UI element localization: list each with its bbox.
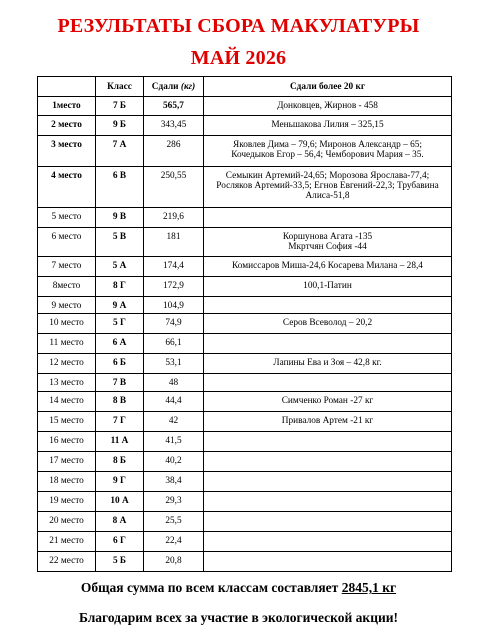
amount-cell: 42 bbox=[144, 412, 204, 432]
class-cell: 9 Б bbox=[96, 116, 144, 136]
over20-cell: Комиссаров Миша-24,6 Косарева Милана – 28,4 bbox=[204, 257, 452, 277]
header-class: Класс bbox=[96, 77, 144, 97]
amount-cell: 343,45 bbox=[144, 116, 204, 136]
amount-cell: 48 bbox=[144, 374, 204, 392]
table-row bbox=[38, 116, 452, 136]
report-month: МАЙ 2026 bbox=[190, 47, 287, 69]
table-row bbox=[38, 472, 452, 492]
amount-cell: 53,1 bbox=[144, 354, 204, 374]
table-row bbox=[38, 374, 452, 392]
over20-cell bbox=[204, 452, 452, 472]
place-cell: 7 место bbox=[38, 257, 96, 277]
place-cell: 3 место bbox=[38, 136, 96, 167]
place-cell: 2 место bbox=[38, 116, 96, 136]
class-cell: 7 В bbox=[96, 374, 144, 392]
table-row bbox=[38, 354, 452, 374]
table-row bbox=[38, 552, 452, 572]
over20-cell: Серов Всеволод – 20,2 bbox=[204, 314, 452, 334]
amount-cell: 172,9 bbox=[144, 277, 204, 297]
header-over20: Сдали более 20 кг bbox=[204, 77, 452, 97]
class-cell: 5 Г bbox=[96, 314, 144, 334]
over20-cell: Меньшакова Лилия – 325,15 bbox=[204, 116, 452, 136]
amount-cell: 250,55 bbox=[144, 167, 204, 208]
class-cell: 6 А bbox=[96, 334, 144, 354]
table-row bbox=[38, 532, 452, 552]
class-cell: 6 В bbox=[96, 167, 144, 208]
table-row bbox=[38, 512, 452, 532]
table-header-row bbox=[38, 77, 452, 97]
place-cell: 17 место bbox=[38, 452, 96, 472]
place-cell: 14 место bbox=[38, 392, 96, 412]
over20-cell bbox=[204, 532, 452, 552]
place-cell: 18 место bbox=[38, 472, 96, 492]
place-cell: 5 место bbox=[38, 208, 96, 228]
header-given-label: Сдали bbox=[151, 81, 179, 92]
header-given-unit: (кг) bbox=[180, 81, 196, 92]
table-row bbox=[38, 277, 452, 297]
place-cell: 10 место bbox=[38, 314, 96, 334]
over20-cell: Коршунова Агата -135 Мкртчян София -44 bbox=[204, 228, 452, 257]
table-row bbox=[38, 492, 452, 512]
results-table bbox=[37, 76, 452, 572]
header-place bbox=[38, 77, 96, 97]
amount-cell: 174,4 bbox=[144, 257, 204, 277]
place-cell: 9 место bbox=[38, 297, 96, 314]
place-cell: 12 место bbox=[38, 354, 96, 374]
amount-cell: 219,6 bbox=[144, 208, 204, 228]
table-row bbox=[38, 334, 452, 354]
thanks-line: Благодарим всех за участие в экологической акции! bbox=[78, 610, 399, 625]
over20-cell bbox=[204, 432, 452, 452]
amount-cell: 104,9 bbox=[144, 297, 204, 314]
over20-cell: 100,1-Патин bbox=[204, 277, 452, 297]
over20-cell bbox=[204, 374, 452, 392]
class-cell: 8 Г bbox=[96, 277, 144, 297]
over20-cell: Семыкин Артемий-24,65; Морозова Ярослава-77,4; Росляков Артемий-33,5; Егнов Евгений-22,3; Трубавина Алиса-51,8 bbox=[204, 167, 452, 208]
over20-cell: Донковцев, Жирнов - 458 bbox=[204, 97, 452, 116]
over20-cell bbox=[204, 492, 452, 512]
amount-cell: 25,5 bbox=[144, 512, 204, 532]
place-cell: 16 место bbox=[38, 432, 96, 452]
class-cell: 5 А bbox=[96, 257, 144, 277]
over20-cell bbox=[204, 297, 452, 314]
class-cell: 8 Б bbox=[96, 452, 144, 472]
class-cell: 9 Г bbox=[96, 472, 144, 492]
table-row bbox=[38, 228, 452, 257]
table-row bbox=[38, 208, 452, 228]
amount-cell: 22,4 bbox=[144, 532, 204, 552]
table-row bbox=[38, 392, 452, 412]
amount-cell: 20,8 bbox=[144, 552, 204, 572]
table-row bbox=[38, 297, 452, 314]
table-row bbox=[38, 136, 452, 167]
class-cell: 6 Б bbox=[96, 354, 144, 374]
class-cell: 7 А bbox=[96, 136, 144, 167]
class-cell: 10 А bbox=[96, 492, 144, 512]
place-cell: 20 место bbox=[38, 512, 96, 532]
amount-cell: 74,9 bbox=[144, 314, 204, 334]
place-cell: 1место bbox=[38, 97, 96, 116]
header-given bbox=[144, 77, 204, 97]
over20-cell: Лапины Ева и Зоя – 42,8 кг. bbox=[204, 354, 452, 374]
over20-cell: Яковлев Дима – 79,6; Миронов Александр – 65; Кочедыков Егор – 56,4; Чемборович Мария – 35. bbox=[204, 136, 452, 167]
over20-cell: Симченко Роман -27 кг bbox=[204, 392, 452, 412]
total-line bbox=[0, 580, 477, 596]
amount-cell: 29,3 bbox=[144, 492, 204, 512]
amount-cell: 38,4 bbox=[144, 472, 204, 492]
place-cell: 19 место bbox=[38, 492, 96, 512]
table-row bbox=[38, 167, 452, 208]
class-cell: 5 Б bbox=[96, 552, 144, 572]
total-value: 2845,1 кг bbox=[341, 580, 397, 595]
report-title: РЕЗУЛЬТАТЫ СБОРА МАКУЛАТУРЫ bbox=[57, 15, 420, 37]
class-cell: 5 В bbox=[96, 228, 144, 257]
class-cell: 6 Г bbox=[96, 532, 144, 552]
over20-cell bbox=[204, 472, 452, 492]
place-cell: 13 место bbox=[38, 374, 96, 392]
class-cell: 8 В bbox=[96, 392, 144, 412]
place-cell: 4 место bbox=[38, 167, 96, 208]
over20-cell bbox=[204, 208, 452, 228]
amount-cell: 565,7 bbox=[144, 97, 204, 116]
table-row bbox=[38, 432, 452, 452]
class-cell: 7 Б bbox=[96, 97, 144, 116]
amount-cell: 44,4 bbox=[144, 392, 204, 412]
table-row bbox=[38, 412, 452, 432]
amount-cell: 41,5 bbox=[144, 432, 204, 452]
over20-cell bbox=[204, 334, 452, 354]
class-cell: 8 А bbox=[96, 512, 144, 532]
place-cell: 11 место bbox=[38, 334, 96, 354]
amount-cell: 286 bbox=[144, 136, 204, 167]
place-cell: 8место bbox=[38, 277, 96, 297]
over20-cell bbox=[204, 512, 452, 532]
table-row bbox=[38, 257, 452, 277]
place-cell: 6 место bbox=[38, 228, 96, 257]
class-cell: 9 В bbox=[96, 208, 144, 228]
table-row bbox=[38, 314, 452, 334]
amount-cell: 40,2 bbox=[144, 452, 204, 472]
table-row bbox=[38, 97, 452, 116]
class-cell: 9 А bbox=[96, 297, 144, 314]
place-cell: 21 место bbox=[38, 532, 96, 552]
place-cell: 15 место bbox=[38, 412, 96, 432]
class-cell: 11 А bbox=[96, 432, 144, 452]
table-row bbox=[38, 452, 452, 472]
over20-cell bbox=[204, 552, 452, 572]
over20-cell: Привалов Артем -21 кг bbox=[204, 412, 452, 432]
amount-cell: 66,1 bbox=[144, 334, 204, 354]
class-cell: 7 Г bbox=[96, 412, 144, 432]
total-prefix: Общая сумма по всем классам составляет bbox=[80, 580, 342, 595]
amount-cell: 181 bbox=[144, 228, 204, 257]
place-cell: 22 место bbox=[38, 552, 96, 572]
